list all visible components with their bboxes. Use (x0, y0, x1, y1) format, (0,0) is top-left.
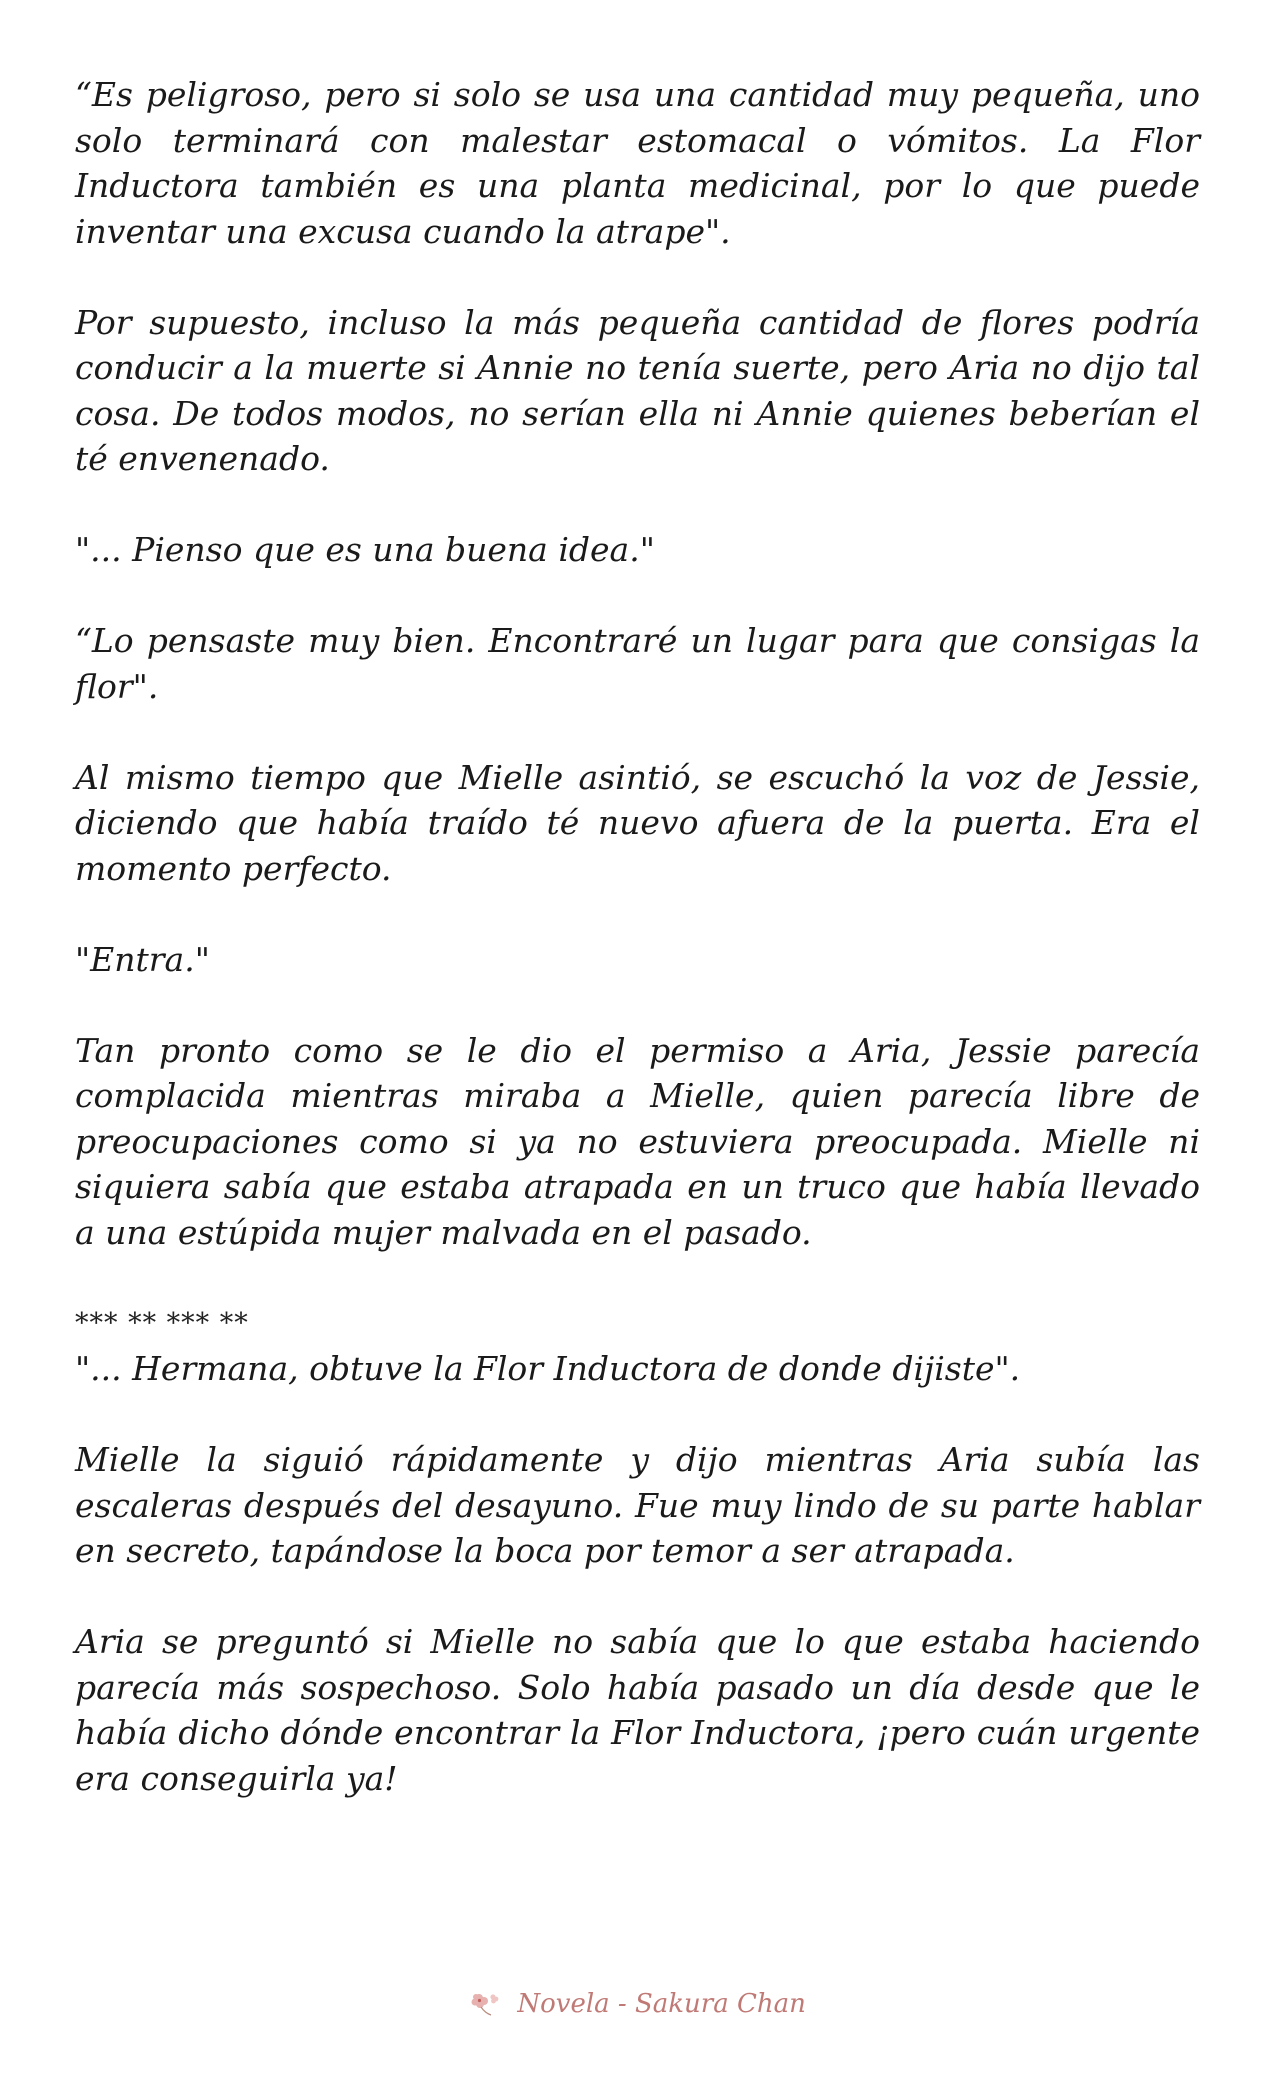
watermark-text: Novela - Sakura Chan (517, 1989, 806, 2019)
scene-separator: *** ** *** ** (75, 1307, 249, 1339)
paragraph-4: “Lo pensaste muy bien. Encontraré un lugar para que consigas la flor". (75, 621, 1200, 706)
paragraph-7: Tan pronto como se le dio el permiso a Aria, Jessie parecía complacida mientras miraba a Mielle, quien parecía libre de preocupaciones como si ya no estuviera preocupada. Mielle ni siquiera sabía que estaba atrapada en un truco que había llevado a una estúpida mujer malvada en el pasado. (75, 1030, 1200, 1252)
paragraph-5: Al mismo tiempo que Mielle asintió, se escuchó la voz de Jessie, diciendo que había traído té nuevo afuera de la puerta. Era el momento perfecto. (75, 757, 1200, 888)
paragraph-2: Por supuesto, incluso la más pequeña cantidad de flores podría conducir a la muerte si Annie no tenía suerte, pero Aria no dijo tal cosa. De todos modos, no serían ella ni Annie quienes beberían el té envenenado. (75, 302, 1200, 478)
paragraph-8: "... Hermana, obtuve la Flor Inductora de donde dijiste". (75, 1349, 1021, 1388)
paragraph-6: "Entra." (75, 939, 210, 979)
watermark (0, 1983, 1275, 2024)
sakura-flower-icon (469, 1989, 503, 2019)
story-text (75, 72, 1200, 1847)
paragraph-9: Mielle la siguió rápidamente y dijo mientras Aria subía las escaleras después del desayuno. Fue muy lindo de su parte hablar en secreto, tapándose la boca por temor a ser atrapada. (75, 1440, 1200, 1570)
paragraph-1: “Es peligroso, pero si solo se usa una cantidad muy pequeña, uno solo terminará con malestar estomacal o vómitos. La Flor Inductora también es una planta medicinal, por lo que puede inventar una excusa cuando la atrape". (75, 75, 1200, 251)
paragraph-3: "... Pienso que es una buena idea." (75, 530, 655, 569)
paragraph-10: Aria se preguntó si Mielle no sabía que lo que estaba haciendo parecía más sospechoso. Solo había pasado un día desde que le había dicho dónde encontrar la Flor Inductora, ¡pero cuán urgente era conseguirla ya! (75, 1622, 1200, 1798)
